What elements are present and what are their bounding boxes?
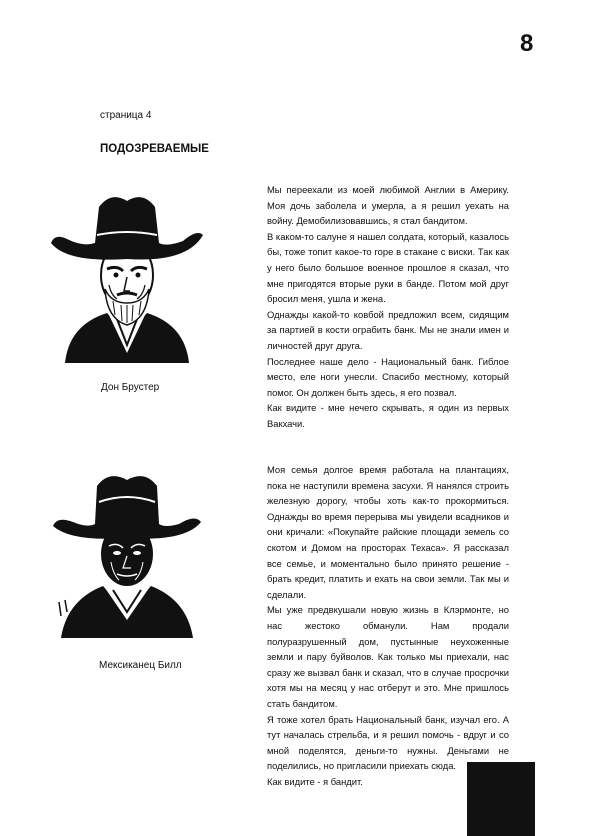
story-paragraph: Как видите - я бандит. <box>267 775 363 787</box>
story-paragraph: В каком-то салуне я нашел солдата, который, казалось бы, тоже топит какое-то горе в стакане с виски. Так как у него было большое военное прошлое я сказал, что мне пригодятся вторые руки в банде. Потом мой друг бросил меня, ушла и жена. <box>267 230 509 305</box>
suspect-1-portrait <box>47 185 207 365</box>
cowboy-portrait-icon <box>47 462 207 642</box>
page-label: страница 4 <box>100 110 152 121</box>
story-paragraph: Мы уже предвкушали новую жизнь в Клэрмонте, но нас жестоко обманули. Нам продали полуразрушенный дом, пустынные неухоженные земли и пару буйволов. Как только мы приехали, нас сразу же вызвал банк и сказал, что в случае просрочки хотя мы на месяц у нас отберут и это. Мне пришлось стать бандитом. <box>267 604 509 709</box>
story-paragraph: Моя семья долгое время работала на плантациях, пока не наступили времена засухи. Я нанялся строить железную дорогу, чтобы хоть как-то прокормиться. Однажды во время перерыва мы увидели всадников и они кричали: «Покупайте райские площади земель со скотом и Домом на просторах Техаса». Я рассказал все семье, и моментально было принято решение - брать кредит, платить и ехать на свои земли. Так мы и сделали. <box>267 464 509 600</box>
cowboy-portrait-icon <box>47 185 207 365</box>
story-paragraph: Последнее наше дело - Национальный банк. Гиблое место, еле ноги унесли. Спасибо местному, который помог. Он должен быть здесь, я его позвал. <box>267 355 509 398</box>
section-title: ПОДОЗРЕВАЕМЫЕ <box>100 143 209 155</box>
suspect-2-story <box>267 462 509 789</box>
story-paragraph: Однажды какой-то ковбой предложил всем, сидящим за партией в кости ограбить банк. Мы не знали имен и личностей друг друга. <box>267 308 509 351</box>
suspect-2-name: Мексиканец Билл <box>99 660 182 671</box>
story-paragraph: Я тоже хотел брать Национальный банк, изучал его. А тут началась стрельба, и я решил помочь - вдруг и со мной поделятся, деньги-то нужны. Деньгами не поделились, но пригласили приехать сюда. <box>267 713 509 772</box>
story-paragraph: Как видите - мне нечего скрывать, я один из первых Вакхачи. <box>267 402 509 429</box>
story-paragraph: Мы переехали из моей любимой Англии в Америку. Моя дочь заболела и умерла, а я решил уехать на войну. Демобилизовавшись, я стал бандитом. <box>267 184 509 227</box>
suspect-2-portrait <box>47 462 207 642</box>
page-number: 8 <box>520 30 534 57</box>
suspect-1-name: Дон Брустер <box>101 382 160 393</box>
decorative-black-block <box>467 762 535 836</box>
suspect-1-story <box>267 182 509 432</box>
